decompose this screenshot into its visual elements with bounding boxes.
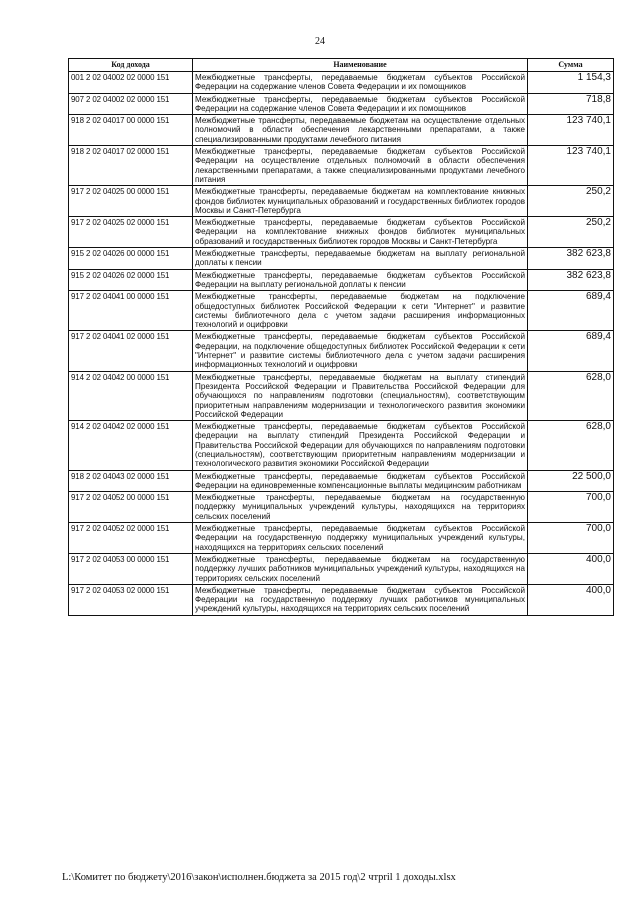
header-sum: Сумма: [528, 59, 614, 72]
income-sum: 689,4: [528, 331, 614, 371]
table-row: [69, 553, 614, 584]
income-code: 907 2 02 04002 02 0000 151: [69, 93, 193, 115]
income-code: 918 2 02 04017 02 0000 151: [69, 146, 193, 186]
income-code: 914 2 02 04042 00 0000 151: [69, 371, 193, 420]
income-code: 917 2 02 04041 02 0000 151: [69, 331, 193, 371]
income-name: Межбюджетные трансферты, передаваемые бюджетам субъектов Российской Федерации на государственную поддержку лучших работников муниципальных учреждений культуры, находящихся на территориях сельских поселений: [193, 584, 528, 615]
income-name: Межбюджетные трансферты, передаваемые бюджетам субъектов Российской Федерации, на подключение общедоступных библиотек Российской Федерации к сети "Интернет" и развитие системы библиотечного дела с учетом задачи расширения информационных технологий и оцифровки: [193, 331, 528, 371]
income-name: Межбюджетные трансферты, передаваемые бюджетам на выплату региональной доплаты к пенсии: [193, 248, 528, 270]
income-sum: 382 623,8: [528, 248, 614, 270]
income-sum: 700,0: [528, 523, 614, 554]
income-code: 001 2 02 04002 02 0000 151: [69, 72, 193, 94]
income-code: 917 2 02 04041 00 0000 151: [69, 291, 193, 331]
income-sum: 1 154,3: [528, 72, 614, 94]
income-name: Межбюджетные трансферты, передаваемые бюджетам субъектов Российской Федерации на осуществление отдельных полномочий в области обеспечения лекарственными препаратами, а также специализированными продуктами лечебного питания: [193, 146, 528, 186]
income-code: 917 2 02 04052 02 0000 151: [69, 523, 193, 554]
table-row: [69, 269, 614, 291]
income-sum: 250,2: [528, 217, 614, 248]
income-name: Межбюджетные трансферты, передаваемые бюджетам на комплектование книжных фондов библиотек муниципальных образований и государственных библиотек городов Москвы и Санкт-Петербурга: [193, 186, 528, 217]
table-row: [69, 523, 614, 554]
income-sum: 123 740,1: [528, 115, 614, 146]
table-row: [69, 291, 614, 331]
income-name: Межбюджетные трансферты, передаваемые бюджетам на государственную поддержку муниципальных учреждений культуры, находящихся на территориях сельских поселений: [193, 492, 528, 523]
table-row: [69, 217, 614, 248]
header-code: Код дохода: [69, 59, 193, 72]
table-row: [69, 584, 614, 615]
income-sum: 250,2: [528, 186, 614, 217]
income-sum: 718,8: [528, 93, 614, 115]
income-name: Межбюджетные трансферты, передаваемые бюджетам на осуществление отдельных полномочий в области обеспечения лекарственными препаратами, а также специализированными продуктами лечебного питания: [193, 115, 528, 146]
table-row: [69, 186, 614, 217]
income-code: 918 2 02 04017 00 0000 151: [69, 115, 193, 146]
income-sum: 400,0: [528, 584, 614, 615]
income-name: Межбюджетные трансферты, передаваемые бюджетам субъектов Российской Федерации на содержание членов Совета Федерации и их помощников: [193, 72, 528, 94]
income-sum: 628,0: [528, 421, 614, 470]
income-sum: 628,0: [528, 371, 614, 420]
income-code: 918 2 02 04043 02 0000 151: [69, 470, 193, 492]
page-number: 24: [315, 36, 325, 47]
income-sum: 382 623,8: [528, 269, 614, 291]
income-code: 915 2 02 04026 02 0000 151: [69, 269, 193, 291]
table-row: [69, 371, 614, 420]
income-code: 914 2 02 04042 02 0000 151: [69, 421, 193, 470]
income-sum: 400,0: [528, 553, 614, 584]
income-name: Межбюджетные трансферты, передаваемые бюджетам субъектов Российской Федерации на государственную поддержку муниципальных учреждений культуры, находящихся на территориях сельских поселений: [193, 523, 528, 554]
income-name: Межбюджетные трансферты, передаваемые бюджетам на выплату стипендий Президента Российской Федерации и Правительства Российской Федерации для обучающихся по направлениям подготовки (специальностям), соответствующим приоритетным направлениям модернизации и технологического развития экономики Российской Федерации: [193, 371, 528, 420]
income-code: 915 2 02 04026 00 0000 151: [69, 248, 193, 270]
income-code: 917 2 02 04053 02 0000 151: [69, 584, 193, 615]
table-row: [69, 115, 614, 146]
file-path-footer: L:\Комитет по бюджету\2016\закон\исполнен.бюджета за 2015 год\2 чтpril 1 доходы.xlsx: [62, 872, 456, 883]
table-row: [69, 146, 614, 186]
income-sum: 22 500,0: [528, 470, 614, 492]
income-sum: 689,4: [528, 291, 614, 331]
income-code: 917 2 02 04025 02 0000 151: [69, 217, 193, 248]
table-header-row: [69, 59, 614, 72]
table-row: [69, 470, 614, 492]
header-name: Наименование: [193, 59, 528, 72]
table-row: [69, 492, 614, 523]
income-name: Межбюджетные трансферты, передаваемые бюджетам субъектов Российской Федерации на комплектование книжных фондов библиотек муниципальных образований и государственных библиотек городов Москвы и Санкт-Петербурга: [193, 217, 528, 248]
revenue-table: [68, 58, 614, 616]
income-name: Межбюджетные трансферты, передаваемые бюджетам субъектов Российской Федерации на выплату региональной доплаты к пенсии: [193, 269, 528, 291]
table-row: [69, 248, 614, 270]
income-sum: 123 740,1: [528, 146, 614, 186]
table-row: [69, 331, 614, 371]
income-name: Межбюджетные трансферты, передаваемые бюджетам субъектов Российской Федерации на единовременные компенсационные выплаты медицинским работникам: [193, 470, 528, 492]
table-row: [69, 72, 614, 94]
income-name: Межбюджетные трансферты, передаваемые бюджетам на подключение общедоступных библиотек Российской Федерации к сети "Интернет" и развитие системы библиотечного дела с учетом задачи расширения информационных технологий и оцифровки: [193, 291, 528, 331]
table-row: [69, 421, 614, 470]
table-row: [69, 93, 614, 115]
income-name: Межбюджетные трансферты, передаваемые бюджетам на государственную поддержку лучших работников муниципальных учреждений культуры, находящихся на территориях сельских поселений: [193, 553, 528, 584]
income-code: 917 2 02 04053 00 0000 151: [69, 553, 193, 584]
income-code: 917 2 02 04025 00 0000 151: [69, 186, 193, 217]
income-sum: 700,0: [528, 492, 614, 523]
income-name: Межбюджетные трансферты, передаваемые бюджетам субъектов Российской Федерации на содержание членов Совета Федерации и их помощников: [193, 93, 528, 115]
income-code: 917 2 02 04052 00 0000 151: [69, 492, 193, 523]
income-name: Межбюджетные трансферты, передаваемые бюджетам субъектов Российской федерации на выплату стипендий Президента Российской Федерации и Правительства Российской Федерации для обучающихся по направлениям подготовки (специальностям), соответствующим приоритетным направлениям модернизации и технологического развития экономики Российской Федерации: [193, 421, 528, 470]
